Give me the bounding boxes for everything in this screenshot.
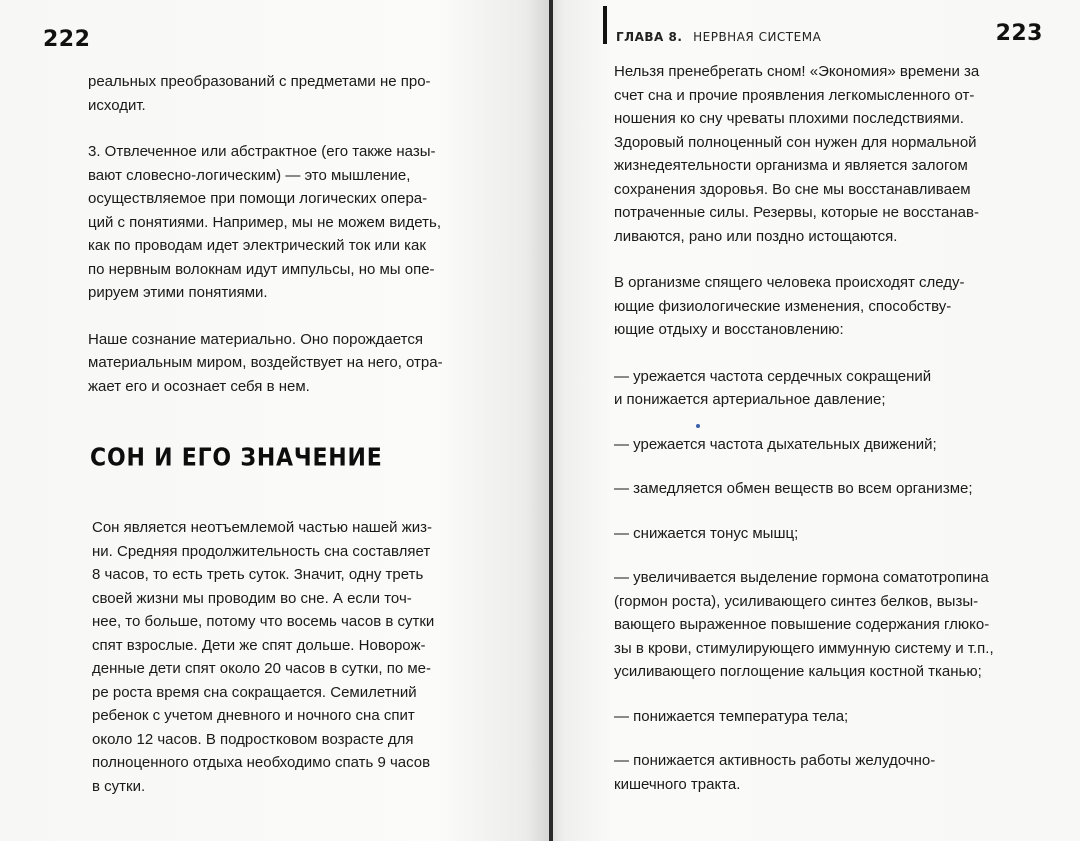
left-page-number: 222: [43, 27, 91, 52]
list-item: — понижается температура тела;: [614, 707, 849, 725]
right-paragraph-1: Нельзя пренебрегать сном! «Экономия» времени за счет сна и прочие проявления легкомысленного от- ношения ко сну чреваты плохими последствиями. Здоровый полноценный сон нужен для нормальной жизнедеятельности организма и является залогом сохранения здоровья. Во сне мы восстанавливаем потраченные силы. Резервы, которые не восстанав- ливаются, рано или поздно истощаются.: [614, 63, 980, 245]
running-head: [616, 30, 821, 44]
left-paragraph-4: Сон является неотъемлемой частью нашей жиз- ни. Средняя продолжительность сна составляет 8 часов, то есть треть суток. Значит, одну треть своей жизни мы проводим во сне. А если точ- нее, то больше, потому что восемь часов в сутки спят взрослые. Дети же спят дольше. Новорож- денные дети спят около 20 часов в сутки, по ме- ре роста время сна сокращается. Семилетний ребенок с учетом дневного и ночного сна спит около 12 часов. В подростковом возрасте для полноценного отдыха необходимо спать 9 часов в сутки.: [92, 519, 435, 795]
right-page-number: 223: [995, 21, 1043, 46]
left-column-bottom: [92, 516, 484, 798]
section-heading: СОН И ЕГО ЗНАЧЕНИЕ: [90, 444, 383, 472]
list-item: — увеличивается выделение гормона соматотропина (гормон роста), усиливающего синтез белков, вызы- вающего выраженное повышение содержания глюко- зы в крови, стимулирующего иммунную систему и т.п., усиливающего поглощение кальция костной тканью;: [614, 569, 994, 680]
right-paragraph-2: В организме спящего человека происходят следу- ющие физиологические изменения, способству- ющие отдыху и восстановлению:: [614, 274, 965, 338]
book-spine: [549, 0, 553, 841]
left-paragraph-3: Наше сознание материально. Оно порождается материальным миром, воздействует на него, отра- жает его и осознает себя в нем.: [88, 330, 443, 395]
list-item: — урежается частота сердечных сокращений и понижается артериальное давление;: [614, 367, 932, 408]
ink-speck: [696, 424, 700, 428]
left-paragraph-2: 3. Отвлеченное или абстрактное (его также назы- вают словесно-логическим) — это мышление, осуществляемое при помощи логических опера- ций с понятиями. Например, мы не можем видеть, как по проводам идет электрический ток или как по нервным волокнам идут импульсы, но мы опе- рируем этими понятиями.: [88, 143, 441, 301]
left-paragraph-1: реальных преобразований с предметами не про- исходит.: [88, 73, 431, 114]
running-head-title: НЕРВНАЯ СИСТЕМА: [693, 30, 822, 44]
list-item: — понижается активность работы желудочно- кишечного тракта.: [614, 752, 936, 793]
running-head-bar: [603, 6, 607, 44]
left-column-top: [88, 70, 480, 398]
right-column: [614, 60, 1014, 796]
list-item: — снижается тонус мышц;: [614, 524, 799, 542]
running-head-chapter: ГЛАВА 8.: [616, 30, 683, 44]
list-item: — замедляется обмен веществ во всем организме;: [614, 480, 973, 497]
list-item: — урежается частота дыхательных движений;: [614, 435, 937, 453]
